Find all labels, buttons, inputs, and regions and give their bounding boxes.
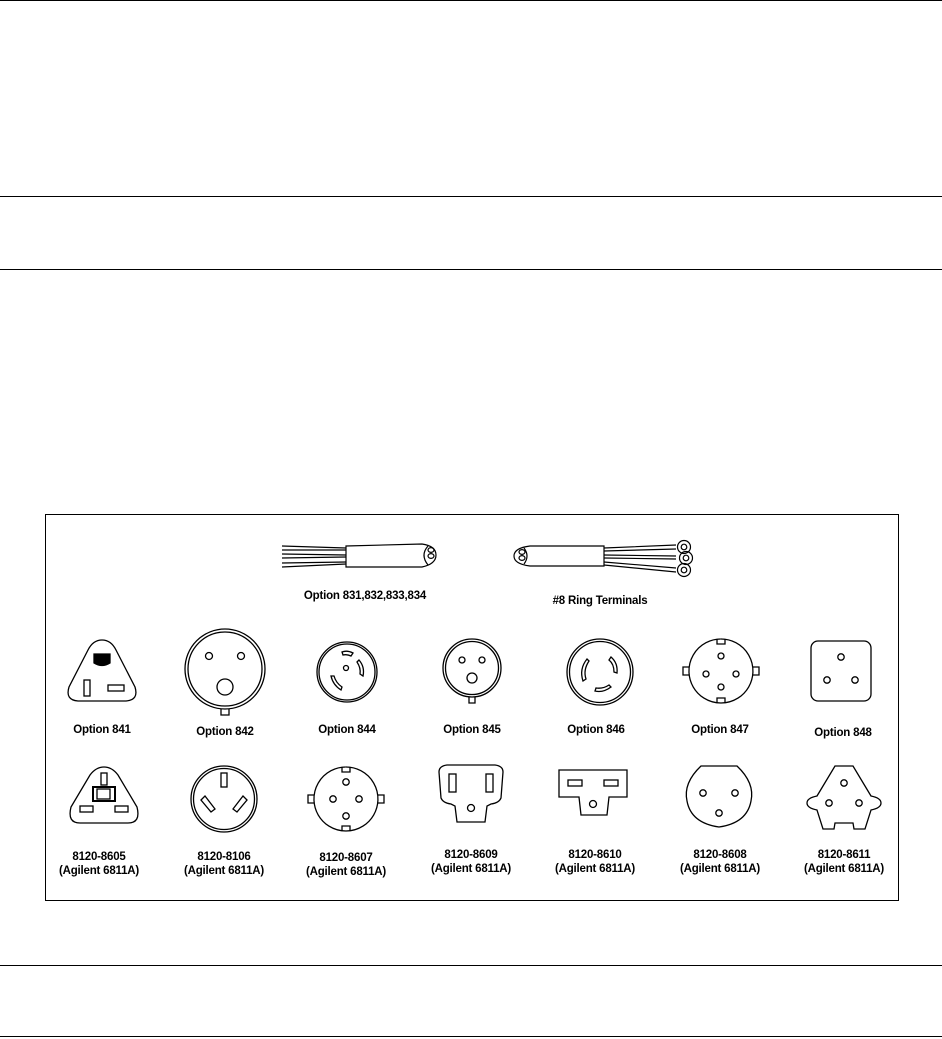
option-label-844: Option 844 xyxy=(318,724,376,736)
plug-8607-icon xyxy=(304,762,388,836)
option-label-842: Option 842 xyxy=(196,726,254,738)
part-model: (Agilent 6811A) xyxy=(183,865,265,877)
plug-8610-icon xyxy=(555,767,631,821)
part-model: (Agilent 6811A) xyxy=(305,866,387,878)
option-label-845: Option 845 xyxy=(443,724,501,736)
plug-841-icon xyxy=(62,637,142,705)
plug-8611-icon xyxy=(805,763,883,833)
part-number: 8120-8611 xyxy=(817,849,871,861)
part-label-8609 xyxy=(416,848,526,876)
part-number: 8120-8106 xyxy=(197,851,251,863)
section-rule-3 xyxy=(0,965,942,966)
plug-847-icon xyxy=(679,634,763,708)
plug-846-icon xyxy=(565,637,635,707)
plug-8106-icon xyxy=(188,763,260,835)
part-model: (Agilent 6811A) xyxy=(58,865,140,877)
section-rule-2 xyxy=(0,269,942,270)
lead-label-ring-terminals: #8 Ring Terminals xyxy=(552,595,648,607)
option-label-848: Option 848 xyxy=(814,727,872,739)
part-model: (Agilent 6811A) xyxy=(679,863,761,875)
part-label-8611 xyxy=(789,848,899,876)
part-number: 8120-8609 xyxy=(444,849,498,861)
plug-845-icon xyxy=(440,636,504,708)
section-rule-1 xyxy=(0,196,942,197)
part-model: (Agilent 6811A) xyxy=(430,863,512,875)
top-rule xyxy=(0,0,942,1)
plug-8609-icon xyxy=(433,762,509,828)
bottom-rule xyxy=(0,1036,942,1037)
part-model: (Agilent 6811A) xyxy=(803,863,885,875)
plug-842-icon xyxy=(183,627,267,717)
part-model: (Agilent 6811A) xyxy=(554,863,636,875)
ring-terminal-lead-icon xyxy=(508,538,703,584)
plug-848-icon xyxy=(809,639,873,703)
part-label-8605 xyxy=(44,850,154,878)
option-label-846: Option 846 xyxy=(567,724,625,736)
plug-8608-icon xyxy=(679,763,759,831)
stripped-wire-lead-icon xyxy=(280,538,445,574)
part-number: 8120-8610 xyxy=(568,849,622,861)
part-label-8610 xyxy=(540,848,650,876)
option-label-847: Option 847 xyxy=(691,724,749,736)
part-number: 8120-8605 xyxy=(72,851,126,863)
lead-label-options: Option 831,832,833,834 xyxy=(303,590,427,602)
part-label-8106 xyxy=(169,850,279,878)
part-number: 8120-8608 xyxy=(693,849,747,861)
option-label-841: Option 841 xyxy=(73,724,131,736)
part-number: 8120-8607 xyxy=(319,852,373,864)
part-label-8608 xyxy=(665,848,775,876)
part-label-8607 xyxy=(291,851,401,879)
plug-844-icon xyxy=(315,640,379,704)
plug-8605-icon xyxy=(64,765,144,827)
